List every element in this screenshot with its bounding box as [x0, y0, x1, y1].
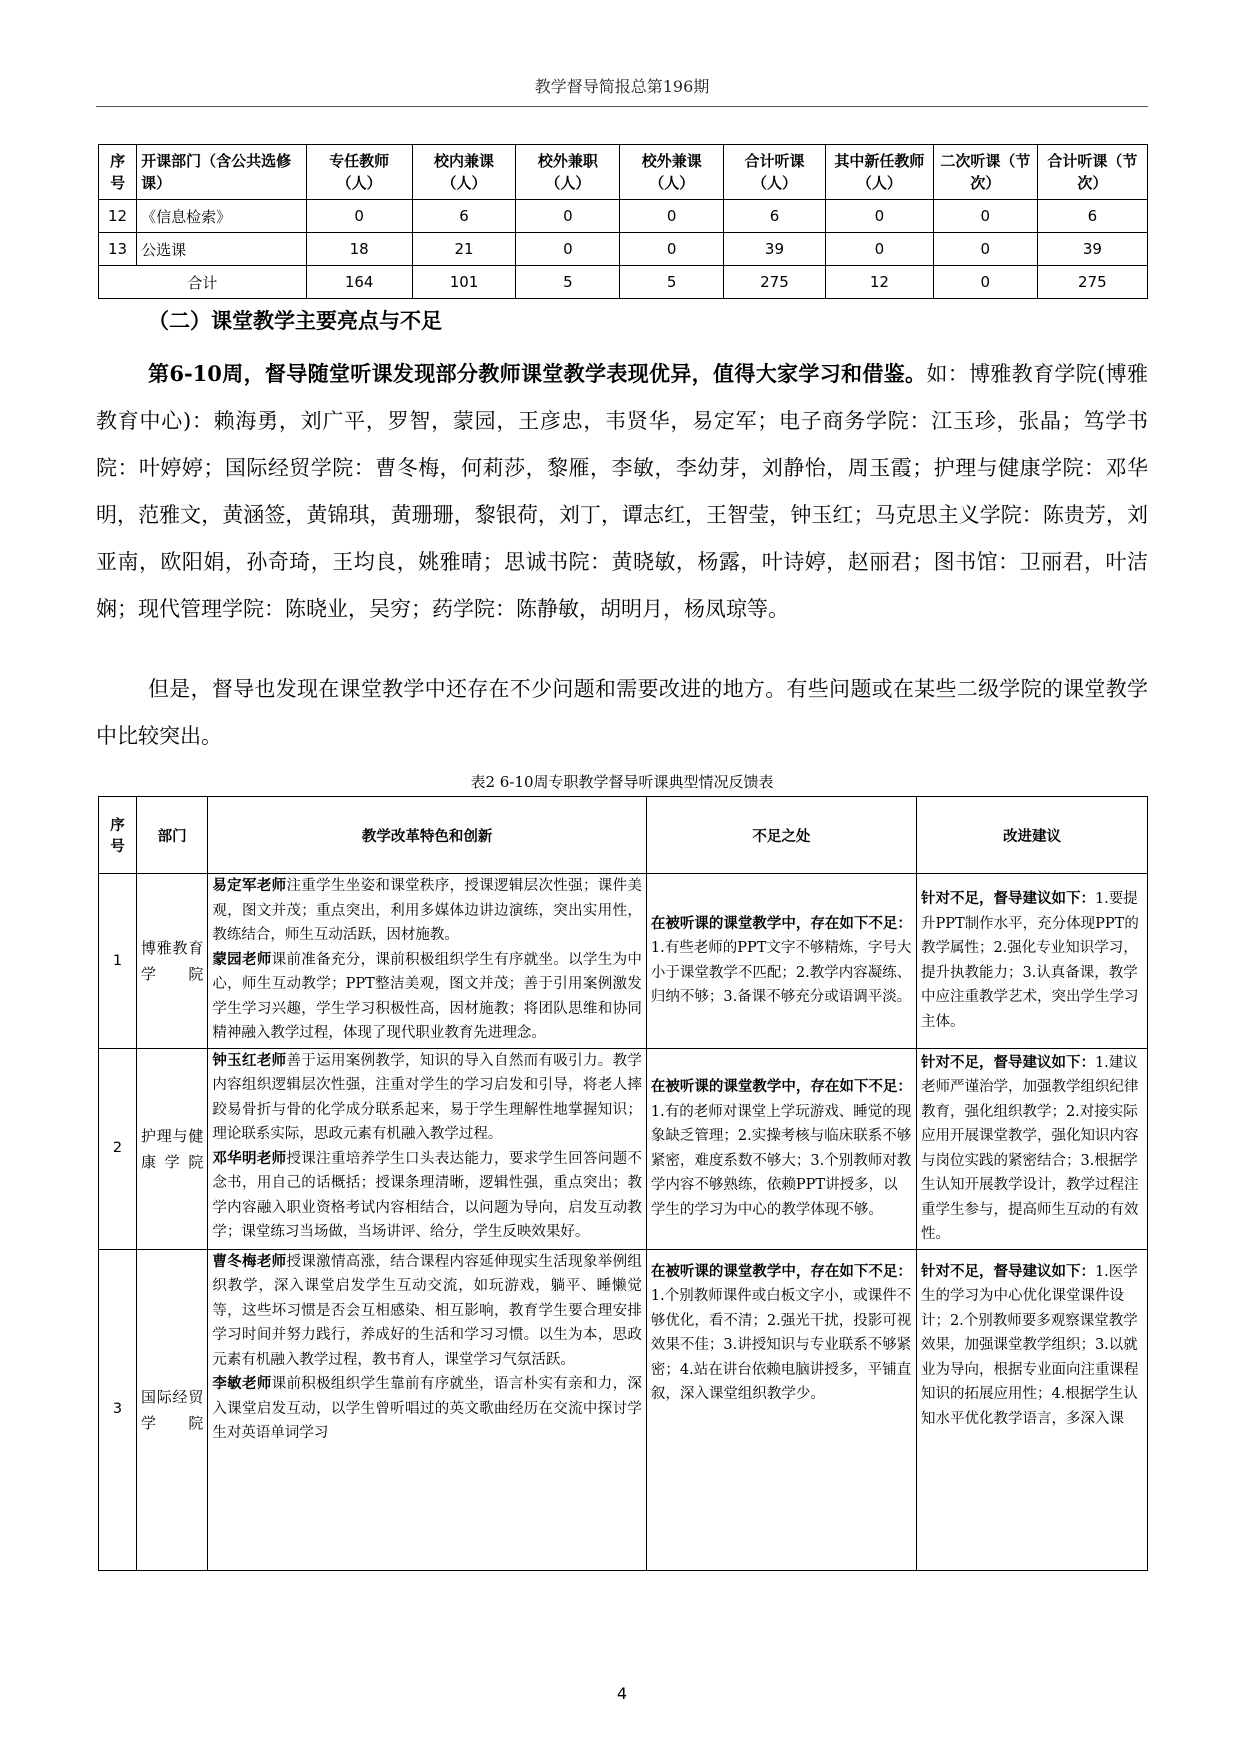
- row-index: 3: [99, 1249, 137, 1570]
- feature-text: 课前积极组织学生靠前有序就坐，语言朴实有亲和力，深入课堂启发互动，以学生曾听唱过的英文歌曲经历在交流中探讨学生对英语单词学习: [212, 1376, 642, 1441]
- stats-col-header: 序号: [99, 145, 137, 200]
- table-cell: 101: [412, 266, 516, 299]
- row-features: [208, 874, 647, 1049]
- shortcomings-text: 1.个别教师课件或白板文字小，或课件不够优化，看不清；2.强光干扰，投影可视效果不佳；3.讲授知识与专业联系不够紧密；4.站在讲台依赖电脑讲授多，平铺直叙，深入课堂组织教学少。: [650, 1288, 912, 1402]
- table-cell: 0: [516, 233, 620, 266]
- table-cell: 0: [620, 200, 724, 233]
- stats-col-header: 开课部门（含公共选修课）: [137, 145, 307, 200]
- feature-text: 授课激情高涨，结合课程内容延伸现实生活现象举例组织教学，深入课堂启发学生互动交流，如玩游戏，躺平、睡懒觉等，这些坏习惯是否会互相感染、相互影响，教育学生要合理安排学习时间并努力践行，养成好的生活和学习习惯。以生为本，思政元素有机融入教学过程，教书育人，课堂学习气氛活跃。: [212, 1253, 642, 1368]
- table-cell: 《信息检索》: [137, 200, 307, 233]
- suggestions-lead: 针对不足，督导建议如下：: [920, 1262, 1095, 1280]
- suggestions-text: 1.建议老师严谨治学，加强教学组织纪律教育，强化组织教学；2.对接实际应用开展课堂教学，强化知识内容与岗位实践的紧密结合；3.根据学生认知开展教学设计，教学过程注重学生参与，提高师生互动的有效性。: [920, 1054, 1139, 1242]
- feedback-header-row: [99, 797, 1148, 874]
- table-cell: 5: [620, 266, 724, 299]
- header-rule: [96, 106, 1148, 107]
- table-cell: 21: [412, 233, 516, 266]
- table-cell: 0: [306, 200, 412, 233]
- paragraph-issues: 但是，督导也发现在课堂教学中还存在不少问题和需要改进的地方。有些问题或在某些二级学院的课堂教学中比较突出。: [96, 677, 1148, 748]
- table-cell: 13: [99, 233, 137, 266]
- row-department: 博雅教育学院: [136, 874, 207, 1049]
- total-row: [99, 266, 1148, 299]
- row-suggestions: [916, 1048, 1147, 1249]
- row-shortcomings: [646, 1249, 916, 1570]
- table-cell: 0: [933, 200, 1037, 233]
- table-row: [99, 200, 1148, 233]
- table-cell: 0: [933, 266, 1037, 299]
- shortcomings-lead: 在被听课的课堂教学中，存在如下不足：: [650, 914, 912, 932]
- row-index: 1: [99, 874, 137, 1049]
- paragraph-highlights: [96, 350, 1148, 633]
- table-cell: 0: [516, 200, 620, 233]
- stats-col-header: 校内兼课（人）: [412, 145, 516, 200]
- teacher-name: 邓华明老师: [212, 1149, 287, 1167]
- table-cell: 6: [724, 200, 826, 233]
- table-row: [99, 1249, 1148, 1570]
- row-suggestions: [916, 874, 1147, 1049]
- row-index: 2: [99, 1048, 137, 1249]
- shortcomings-text: 1.有的老师对课堂上学玩游戏、睡觉的现象缺乏管理；2.实操考核与临床联系不够紧密，难度系数不够大；3.个别教师对教学内容不够熟练，依赖PPT讲授多，以学生的学习为中心的教学体现不够。: [650, 1103, 912, 1218]
- table-cell: 12: [825, 266, 933, 299]
- paragraph-body: 如：博雅教育学院(博雅教育中心)：赖海勇，刘广平，罗智，蒙园，王彦忠，韦贤华，易定军；电子商务学院：江玉珍，张晶；笃学书院：叶婷婷；国际经贸学院：曹冬梅，何莉莎，黎雁，李敏，李幼芽，刘静怡，周玉霞；护理与健康学院：邓华明，范雅文，黄涵签，黄锦琪，黄珊珊，黎银荷，刘丁，谭志红，王智莹，钟玉红；马克思主义学院：陈贵芳，刘亚南，欧阳娟，孙奇琦，王均良，姚雅晴；思诚书院：黄晓敏，杨露，叶诗婷，赵丽君；图书馆：卫丽君，叶洁娴；现代管理学院：陈晓业，吴穷；药学院：陈静敏，胡明月，杨凤琼等。: [96, 362, 1148, 621]
- shortcomings-text: 1.有些老师的PPT文字不够精炼，字号大小于课堂教学不匹配；2.教学内容凝练、归纳不够；3.备课不够充分或语调平淡。: [650, 940, 912, 1006]
- shortcomings-lead: 在被听课的课堂教学中，存在如下不足：: [650, 1262, 912, 1280]
- section-heading: （二）课堂教学主要亮点与不足: [148, 308, 442, 333]
- table-row: [99, 874, 1148, 1049]
- stats-col-header: 其中新任教师（人）: [825, 145, 933, 200]
- row-department: 护理与健康学院: [136, 1048, 207, 1249]
- suggestions-lead: 针对不足，督导建议如下：: [920, 1053, 1095, 1071]
- table-cell: 164: [306, 266, 412, 299]
- row-features: [208, 1048, 647, 1249]
- stats-col-header: 专任教师（人）: [306, 145, 412, 200]
- table-cell: 0: [933, 233, 1037, 266]
- stats-col-header: 校外兼职（人）: [516, 145, 620, 200]
- stats-table: [98, 144, 1148, 299]
- table-cell: 18: [306, 233, 412, 266]
- feature-text: 注重学生坐姿和课堂秩序，授课逻辑层次性强；课件美观，图文并茂；重点突出，利用多媒体边讲边演练，突出实用性，教练结合，师生互动活跃，因材施教。: [212, 878, 642, 943]
- suggestions-text: 1.医学生的学习为中心优化课堂课件设计；2.个别教师要多观察课堂教学效果，加强课堂教学组织；3.以就业为导向，根据专业面向注重课程知识的拓展应用性；4.根据学生认知水平优化教学语言，多深入课: [920, 1263, 1139, 1427]
- page-number: 4: [616, 1684, 628, 1703]
- row-features: [208, 1249, 647, 1570]
- feedback-col-header: 序号: [99, 797, 137, 874]
- stats-col-header: 合计听课（节次）: [1037, 145, 1147, 200]
- feedback-col-header: 改进建议: [916, 797, 1147, 874]
- feature-text: 善于运用案例教学，知识的导入自然而有吸引力。教学内容组织逻辑层次性强，注重对学生的学习启发和引导，将老人摔跤易骨折与骨的化学成分联系起来，易于学生理解性地掌握知识；理论联系实际，思政元素有机融入教学过程。: [212, 1052, 642, 1142]
- table-caption: 表2 6-10周专职教学督导听课典型情况反馈表: [470, 773, 774, 791]
- suggestions-lead: 针对不足，督导建议如下：: [920, 890, 1095, 908]
- table-cell: 公选课: [137, 233, 307, 266]
- teacher-name: 李敏老师: [212, 1375, 272, 1392]
- page-header: 教学督导简报总第196期: [534, 77, 710, 96]
- total-label: 合计: [99, 266, 307, 299]
- feature-text: 课前准备充分，课前积极组织学生有序就坐。以学生为中心，师生互动教学；PPT整洁美观，图文并茂；善于引用案例激发学生学习兴趣，学生学习积极性高，因材施教；将团队思维和协同精神融入教学过程，体现了现代职业教育先进理念。: [212, 951, 642, 1041]
- stats-col-header: 合计听课（人）: [724, 145, 826, 200]
- stats-col-header: 二次听课（节次）: [933, 145, 1037, 200]
- feedback-col-header: 不足之处: [646, 797, 916, 874]
- teacher-name: 曹冬梅老师: [212, 1252, 287, 1270]
- table-cell: 12: [99, 200, 137, 233]
- table-cell: 5: [516, 266, 620, 299]
- table-cell: 39: [1037, 233, 1147, 266]
- feature-text: 授课注重培养学生口头表达能力，要求学生回答问题不念书，用自己的话概括；授课条理清晰，逻辑性强，重点突出；教学内容融入职业资格考试内容相结合，以问题为导向，启发互动教学；课堂练习当场做，当场讲评、给分，学生反映效果好。: [212, 1150, 642, 1240]
- row-shortcomings: [646, 874, 916, 1049]
- table-row: [99, 1048, 1148, 1249]
- table-cell: 39: [724, 233, 826, 266]
- teacher-name: 钟玉红老师: [212, 1051, 287, 1069]
- row-department: 国际经贸学院: [136, 1249, 207, 1570]
- suggestions-text: 1.要提升PPT制作水平，充分体现PPT的教学属性；2.强化专业知识学习，提升执教能力；3.认真备课，教学中应注重教学艺术，突出学生学习主体。: [920, 891, 1139, 1030]
- feedback-col-header: 部门: [136, 797, 207, 874]
- stats-col-header: 校外兼课（人）: [620, 145, 724, 200]
- paragraph-lead: 第6-10周，督导随堂听课发现部分教师课堂教学表现优异，值得大家学习和借鉴。: [148, 361, 927, 386]
- table-cell: 6: [1037, 200, 1147, 233]
- table-row: [99, 233, 1148, 266]
- row-shortcomings: [646, 1048, 916, 1249]
- table-cell: 275: [1037, 266, 1147, 299]
- table-cell: 275: [724, 266, 826, 299]
- features-clip: [212, 1250, 642, 1568]
- stats-header-row: [99, 145, 1148, 200]
- table-cell: 0: [620, 233, 724, 266]
- feedback-col-header: 教学改革特色和创新: [208, 797, 647, 874]
- table-cell: 6: [412, 200, 516, 233]
- table-cell: 0: [825, 200, 933, 233]
- teacher-name: 蒙园老师: [212, 950, 272, 968]
- row-suggestions: [916, 1249, 1147, 1570]
- table-cell: 0: [825, 233, 933, 266]
- shortcomings-lead: 在被听课的课堂教学中，存在如下不足：: [650, 1078, 912, 1095]
- feedback-table: [98, 796, 1148, 1571]
- teacher-name: 易定军老师: [212, 877, 287, 894]
